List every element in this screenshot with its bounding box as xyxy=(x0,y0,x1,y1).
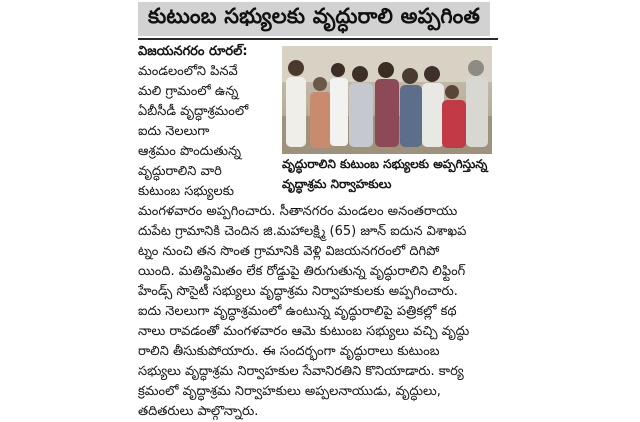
article-line: తదితరులు పాల్గొన్నారు. xyxy=(138,404,259,419)
article-line: ఐదు నెలలుగా xyxy=(138,124,210,139)
full-width-column xyxy=(138,202,498,422)
person-figure xyxy=(442,85,466,148)
article-line: వృద్ధురాలిని వారి xyxy=(138,164,222,179)
caption-line: వృద్ధురాలిని కుటుంబ సభ్యులకు అప్పగిస్తున్న xyxy=(282,157,488,171)
article-line: ఐదు నెలలుగా వృద్ధాశ్రమంలో ఉంటున్న వృద్ధురాలిపై పత్రికల్లో కథ xyxy=(138,304,457,319)
article-line: ఏబీసీడీ వృద్ధాశ్రమంలో xyxy=(138,104,249,119)
article-line: క్రమంలో వృద్ధాశ్రమ నిర్వాహకులు అప్పలనాయుడు, వృద్ధులు, xyxy=(138,384,441,399)
news-photo xyxy=(282,46,492,154)
article-line: ఆశ్రమం పొందుతున్న xyxy=(138,144,241,159)
photo-caption xyxy=(282,154,498,198)
article-line: రాలిని తీసుకుపోయారు. ఈ సందర్భంగా వృద్ధురాలు కుటుంబ xyxy=(138,344,440,359)
left-column xyxy=(138,42,276,202)
caption-line: వృద్ధాశ్రమ నిర్వాహకులు xyxy=(282,177,392,191)
article-line: ట్నం నుంచి తన సొంత గ్రామానికి వెళ్లి విజయనగరంలో దిగిపో xyxy=(138,244,440,259)
article-line: హేండ్స్ సొసైటీ సభ్యులు వృద్ధాశ్రమ నిర్వాహకులకు అప్పగించారు. xyxy=(138,284,458,299)
dateline: విజయనగరం రూరల్: xyxy=(138,44,248,59)
group-photo-illustration xyxy=(282,46,492,154)
headline: కుటుంబ సభ్యులకు వృద్ధురాలి అప్పగింత xyxy=(147,4,480,28)
article-line: యింది. మతిస్థిమితం లేక రోడ్డుపై తిరుగుతున్న వృద్ధురాలిని లిఫ్టింగ్ xyxy=(138,264,466,279)
top-rule xyxy=(138,38,498,40)
article-line: మండలంలోని పినవే xyxy=(138,64,238,79)
article-line: సభ్యులు వృద్ధాశ్రమ నిర్వాహకుల సేవానిరతిని కొనియాడారు. కార్య xyxy=(138,364,464,379)
article-line: కుటుంబ సభ్యులకు xyxy=(138,184,234,199)
article-line: మంగళవారం అప్పగించారు. సీతానగరం మండలం అనంతరాయు xyxy=(138,204,458,219)
headline-band xyxy=(138,2,490,36)
article-line: నాలు రావడంతో మంగళవారం ఆమె కుటుంబ సభ్యులు వచ్చి వృద్ధు xyxy=(138,324,470,339)
article-line: దుపేట గ్రామానికి చెందిన జి.మహాలక్ష్మి (65) జూన్ ఐదున విశాఖప xyxy=(138,224,467,239)
article-line: మలి గ్రామంలో ఉన్న xyxy=(138,84,239,99)
person-figure xyxy=(310,77,332,148)
